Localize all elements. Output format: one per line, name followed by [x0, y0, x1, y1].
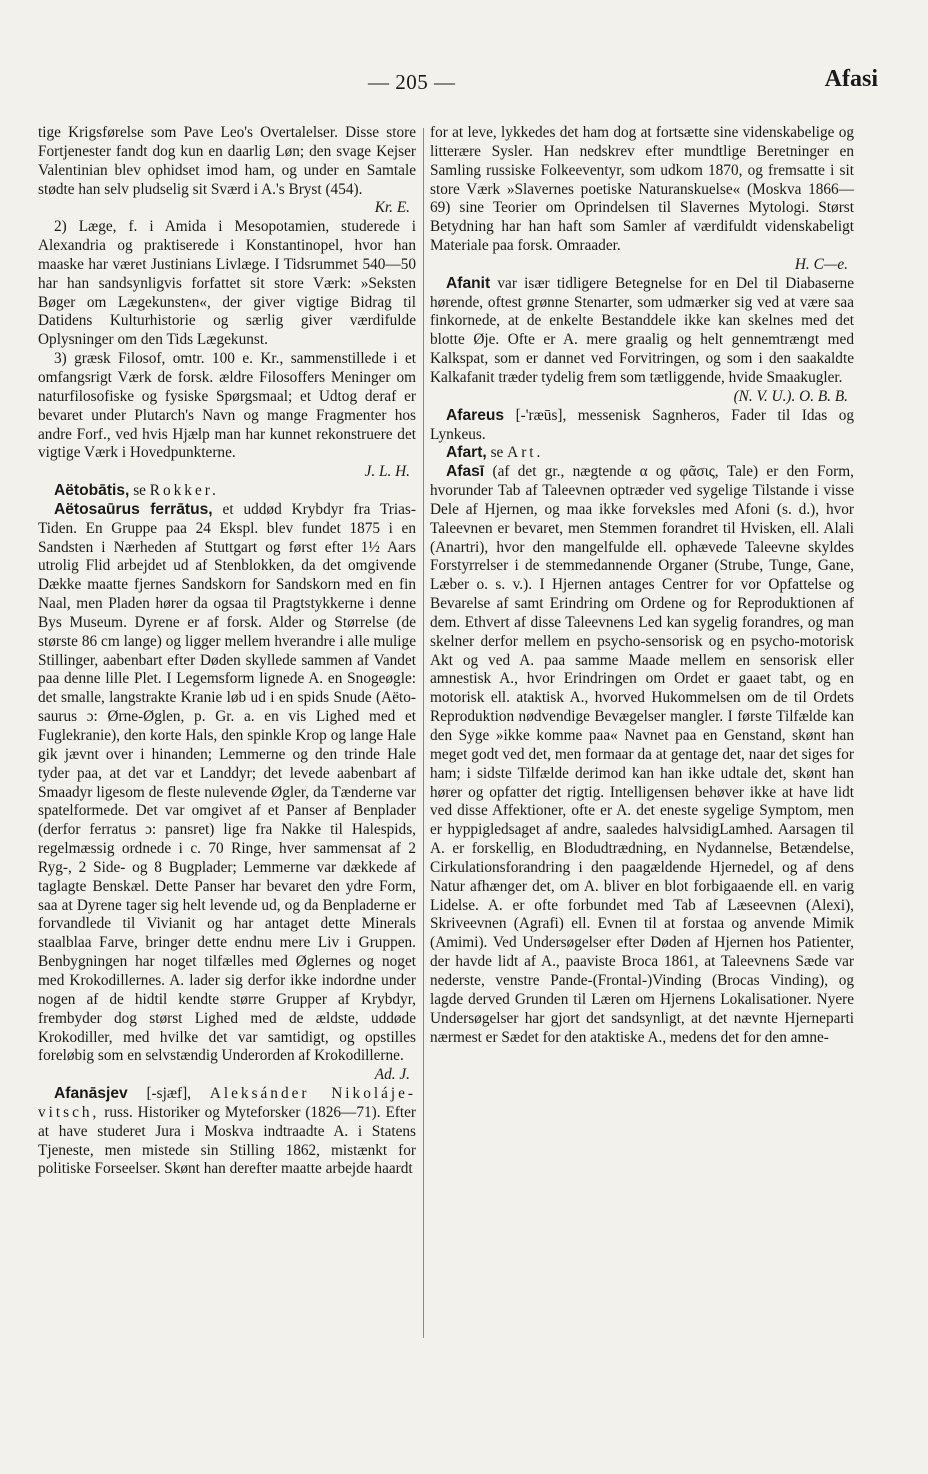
entry-afasi: [430, 463, 854, 1047]
cross-reference: Rokker.: [149, 482, 219, 500]
paragraph: for at leve, lykkedes det ham dog at fortsætte sine videnskabelige og litterære Sysler. Han nedskrev efter mundtlige Beretninger en Samling russiske Folkeeventyr, som udkom 1870, og fremsatte i sit store Værk »Slavernes poetiske Naturanskuelse« (Moskva 1866—69) sine Teorier om Oprindelsen til Slavernes Mytologi. Størst Betydning har han haft som Samler af værdifuldt videnskabeligt Materiale paa forsk. Omraader.: [430, 124, 854, 255]
see-label: se: [490, 444, 504, 462]
entry-afanit: [430, 275, 854, 388]
page-number: — 205 —: [368, 70, 456, 94]
entry-text: (af det gr., nægtende α og φᾶσις, Tale) er den Form, hvorunder Tab af Taleevnen optræder ved sygelige Tilstande i visse Dele af Hjernen, og maa ikke forveksles med Afoni (s. d.), hvor Taleevnen er bevaret, men Stemmen forandret til Hvisken, ell. Alali (Anartri), hvor den mangelfulde ell. ophævede Taleevne skyldes Forstyrrelser i de stemmedannende Organer (Strube, Tunge, Gane, Læber o. s. v.). I Hjernen antages Centrer for vor Opfattelse og Bevarelse af samt Erindring om Ordene og for Reproduktionen af dem. Ethvert af disse Taleevnens Led kan sygelig forandres, og man skelner derfor mellem en psycho-sensorisk og en psycho-motorisk Akt og ved A. paa samme Maade mellem en sensorisk eller amnestisk A., hvor Erindringen om Ordet er gaaet tabt, og en motorisk ell. ataktisk A., hvorved Hukommelsen om de til Ordets Reproduktion nødvendige Bevægelser mangler. I første Tilfælde kan den Syge »ikke komme paa« Navnet paa en Genstand, skønt han meget godt ved det, men formaar da at gentage det, naar det siges for ham; i sidste Tilfælde derimod kan han ikke udtale det, skønt han hører og opfatter det rigtig. Intelligensen behøver ikke at have lidt ved disse Affektioner, ofte er A. det eneste sygelige Symptom, men er hyppigledsaget af andre, saaledes halvsidigLamhed. Aarsagen til A. er forskellig, en Blodudtrædning, en Nydannelse, Betændelse, Cirkulationsforandring i den paagældende Hjernedel, og af dens Natur afhænger det, om A. bliver en blot forbigaaende ell. en varig Lidelse. A. er ofte forbundet med Tab af Læseevnen (Alexi), Skriveevnen (Agrafi) ell. Evnen til at forstaa og anvende Mimik (Amimi). Ved Undersøgelser efter Døden af Hjernen hos Patienter, der havde lidt af A., paaviste Broca 1861, at Taleevnens Sæde var nederste, venstre Pande-(Frontal-)Vinding (Brocas Vinding), og lagde derved Grunden til Læren om Hjernens Lokalisationer. Nyere Undersøgelser har gjort det sandsynligt, at det nævnte Hjerneparti nærmest er Sædet for den ataktiske A., medens det for den amne-: [430, 463, 855, 1046]
entry-afanasjev: [38, 1085, 416, 1179]
entry-headword: Aëtobātis,: [54, 482, 130, 500]
entry-headword: Aëtosaūrus ferrātus,: [54, 500, 213, 518]
right-column: [430, 124, 854, 1047]
full-name: Aleksánder Nikoláje-vitsch,: [38, 1085, 417, 1121]
entry-text: et uddød Krybdyr fra Trias-Tiden. En Gruppe paa 24 Ekspl. blev fundet 1875 i en Sandsten i Nærheden af Stuttgart og først efter 1½ Aars utrolig Flid arbejdet ud af Stenblokken, da det omgivende Dække maatte fjernes Sandskorn for Sandskorn med en fin Naal, men Pladen hører da ogsaa til Pragtstykkerne i denne Bys Museum. Dyrene er af forsk. Alder og Størrelse (de største 86 cm lange) og ligger mellem hverandre i alle mulige Stillinger, aabenbart efter Døden skyllede sammen af Vandet paa denne lille Plet. I Legemsform lignede A. en Snogeøgle: det smalle, langstrakte Kranie løb ud i en spids Snude (Aëto-saurus ɔ: Ørne-Øglen, p. Gr. a. en vis Lighed med et Fuglekranie), den korte Hals, den spinkle Krop og lange Hale gik jævnt over i hinanden; Lemmerne og den trinde Hale tyder paa, at det var et Landdyr; det levede aabenbart af Smaadyr ligesom de fleste nulevende Øgler, da Tænderne var spatelformede. Det var omgivet af et Panser af Benplader (derfor ferratus ɔ: pansret) lige fra Nakke til Halespids, regelmæssig ordnede i c. 70 Ringe, hver sammensat af 2 Ryg-, 2 Side- og 8 Bugplader; Lemmerne var dækkede af taglagte Benskæl. Dette Panser har bevaret den ydre Form, saa at Dyrene tager sig helt levende ud, og da Benpladerne er forvandlede til Vivianit og har antaget dette Minerals staalblaa Farve, bringer dette endnu mere Liv i Gruppen. Benbygningen har noget tilfælles med Øglernes og noget med Krokodillernes. A. lader sig derfor ikke indordne under nogen af de hidtil kendte større Grupper af Krybdyr, frembyder dog størst Lighed med de ældste, uddøde Krokodiller, med hvilke det var samtidigt, og opstilles foreløbig som en selvstændig Underorden af Krokodillerne.: [38, 500, 416, 1065]
column-divider: [423, 128, 424, 1338]
entry-text: [-'ræūs], messenisk Sagnheros, Fader til Idas og Lynkeus.: [430, 406, 854, 443]
left-column: [38, 124, 416, 1179]
author-signature: Kr. E.: [374, 199, 410, 217]
paragraph: 2) Læge, f. i Amida i Mesopotamien, studerede i Alexandria og praktiserede i Konstantinopel, hvor han maaske har været Justinians Livlæge. I Tidsrummet 540—50 har han sandsynligvis forfattet sit store Værk: »Seksten Bøger om Lægekunsten«, der giver vigtige Bidrag til Datidens Kulturhistorie og særlig giver værdifulde Oplysninger om den Tids Lægekunst.: [38, 218, 416, 349]
entry-afareus: [430, 407, 854, 445]
entry-afart: [430, 444, 854, 463]
author-signature: Ad. J.: [374, 1066, 410, 1084]
page-header: [38, 66, 900, 102]
author-signature: (N. V. U.). O. B. B.: [733, 387, 848, 405]
entry-aetobatis: [38, 482, 416, 501]
entry-headword: Afasī: [446, 463, 485, 481]
entry-text: var især tidligere Betegnelse for en Del til Diabaserne hørende, oftest grønne Stenarter, som udmærker sig ved at være saa finkornede, at de enkelte Bestanddele ikke kan skelnes med det blotte Øje. Ofte er A. mere graalig og helt gennemtrængt med Kalkspat, som er dannet ved Forvitringen, og som i den saakaldte Kalkafanit træder tydelig frem som tætliggende, hvide Smaakugler.: [430, 274, 854, 386]
entry-headword: Afanit: [446, 274, 491, 292]
pronunciation: [-sjæf],: [146, 1085, 192, 1103]
cross-reference: Art.: [507, 444, 544, 462]
author-signature: H. C—e.: [794, 255, 848, 273]
see-label: se: [133, 482, 146, 500]
book-page: [38, 0, 900, 1474]
entry-aetosaurus: [38, 501, 416, 1066]
entry-headword: Afart,: [446, 444, 487, 462]
entry-headword: Afanāsjev: [54, 1085, 128, 1103]
running-head: Afasi: [824, 66, 878, 92]
paragraph: tige Krigsførelse som Pave Leo's Overtalelser. Disse store Fortjenester fandt dog kun en daarlig Løn; den svage Kejser Valentinian blev ophidset imod ham, og under en Samtale stødte han selv pludselig sit Sværd i A.'s Bryst (454).: [38, 124, 416, 198]
entry-text: russ. Historiker og Myteforsker (1826—71). Efter at have studeret Jura i Moskva indtraadte A. i Statens Tjeneste, men mistede sin Stilling 1862, mistænkt for politiske Forseelser. Skønt han derefter maatte arbejde haardt: [38, 1103, 417, 1178]
author-signature: J. L. H.: [364, 463, 410, 481]
entry-headword: Afareus: [446, 406, 505, 424]
paragraph: 3) græsk Filosof, omtr. 100 e. Kr., sammenstillede i et omfangsrigt Værk de forsk. ældre Filosoffers Meninger om naturfilosofiske og fysiske Spørgsmaal; et Udtog deraf er bevaret under Plutarch's Navn og mange Fragmenter hos andre Forf., ved hvis Hjælp man har kunnet rekonstruere det vigtige Værk i Hovedpunkterne.: [38, 350, 416, 462]
